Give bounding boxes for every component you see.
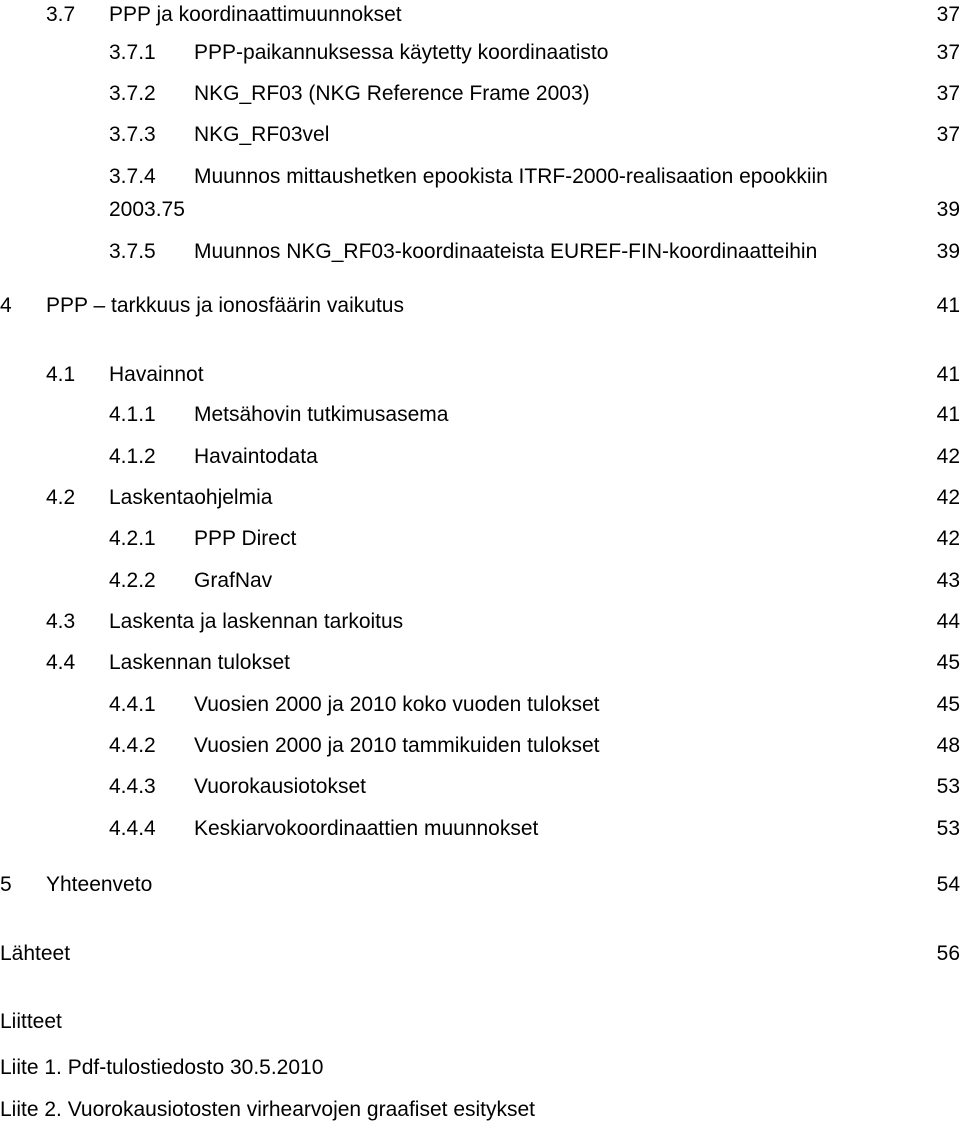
toc-entry-4-1	[0, 360, 960, 390]
section-number: 4.2.1	[109, 527, 156, 550]
toc-entry-3-7	[0, 0, 960, 30]
section-title: Muunnos NKG_RF03-koordinaateista EUREF-FIN-koordinaatteihin	[194, 240, 818, 263]
page-number: 42	[936, 486, 960, 509]
section-title: Havainnot	[109, 363, 204, 386]
section-number: 3.7.2	[109, 82, 156, 105]
section-title: Laskentaohjelmia	[109, 486, 273, 509]
section-title: Lähteet	[0, 942, 71, 965]
toc-entry-lahteet	[0, 939, 960, 969]
toc-entry-liite-1	[0, 1053, 960, 1083]
section-title: Keskiarvokoordinaattien muunnokset	[194, 817, 539, 840]
toc-entry-3-7-2	[0, 79, 960, 109]
section-title: Laskennan tulokset	[109, 651, 290, 674]
section-title: PPP ja koordinaattimuunnokset	[109, 3, 402, 26]
toc-entry-4-2-2	[0, 566, 960, 596]
section-number: 4.2	[46, 486, 76, 509]
section-title: Vuorokausiotokset	[194, 775, 366, 798]
section-number: 3.7.4	[109, 165, 156, 188]
section-title: Liitteet	[0, 1010, 62, 1033]
toc-entry-3-7-4-continuation	[0, 195, 960, 225]
page-number: 42	[936, 527, 960, 550]
section-title: PPP – tarkkuus ja ionosfäärin vaikutus	[46, 294, 404, 317]
section-number: 4.1.2	[109, 445, 156, 468]
section-title: NKG_RF03vel	[194, 123, 330, 146]
section-number: 3.7.1	[109, 41, 156, 64]
section-title-continuation: 2003.75	[109, 198, 185, 221]
toc-entry-4	[0, 291, 960, 321]
section-number: 4.3	[46, 610, 76, 633]
toc-entry-4-4	[0, 648, 960, 678]
appendix-title: Liite 2. Vuorokausiotosten virhearvojen graafiset esitykset	[0, 1098, 536, 1121]
appendix-title: Liite 1. Pdf-tulostiedosto 30.5.2010	[0, 1056, 324, 1079]
section-title: Havaintodata	[194, 445, 318, 468]
section-title: PPP Direct	[194, 527, 297, 550]
section-title: Yhteenveto	[46, 873, 153, 896]
toc-entry-liitteet	[0, 1007, 960, 1037]
page-number: 48	[936, 734, 960, 757]
page-number: 44	[936, 610, 960, 633]
section-number: 4.4.1	[109, 693, 156, 716]
page-number: 45	[936, 651, 960, 674]
section-number: 5	[0, 873, 12, 896]
page-number: 37	[936, 3, 960, 26]
page-number: 41	[936, 294, 960, 317]
toc-entry-3-7-4	[0, 162, 960, 192]
page-number: 37	[936, 123, 960, 146]
page-number: 43	[936, 569, 960, 592]
page-number: 39	[936, 198, 960, 221]
toc-entry-3-7-1	[0, 38, 960, 68]
section-title: NKG_RF03 (NKG Reference Frame 2003)	[194, 82, 590, 105]
section-number: 4.4.4	[109, 817, 156, 840]
toc-entry-4-4-4	[0, 814, 960, 844]
section-number: 4.1.1	[109, 403, 156, 426]
section-number: 4.4.3	[109, 775, 156, 798]
page-number: 45	[936, 693, 960, 716]
page-number: 53	[936, 775, 960, 798]
page-number: 42	[936, 445, 960, 468]
page-number: 56	[936, 942, 960, 965]
page-number: 41	[936, 363, 960, 386]
page-number: 54	[936, 873, 960, 896]
page-number: 41	[936, 403, 960, 426]
section-title: Vuosien 2000 ja 2010 koko vuoden tulokset	[194, 693, 600, 716]
toc-entry-3-7-5	[0, 237, 960, 267]
section-title: PPP-paikannuksessa käytetty koordinaatisto	[194, 41, 609, 64]
toc-entry-4-4-2	[0, 731, 960, 761]
page-number: 37	[936, 82, 960, 105]
section-number: 4.2.2	[109, 569, 156, 592]
toc-entry-3-7-3	[0, 120, 960, 150]
section-number: 3.7.3	[109, 123, 156, 146]
page-number: 37	[936, 41, 960, 64]
toc-entry-5	[0, 870, 960, 900]
section-number: 4.4.2	[109, 734, 156, 757]
toc-entry-4-4-1	[0, 690, 960, 720]
toc-entry-4-2-1	[0, 524, 960, 554]
toc-entry-4-3	[0, 607, 960, 637]
section-number: 4	[0, 294, 12, 317]
section-number: 4.4	[46, 651, 76, 674]
toc-entry-liite-2	[0, 1095, 960, 1125]
section-number: 4.1	[46, 363, 76, 386]
section-title: Metsähovin tutkimusasema	[194, 403, 449, 426]
toc-entry-4-4-3	[0, 772, 960, 802]
section-number: 3.7.5	[109, 240, 156, 263]
page-number: 53	[936, 817, 960, 840]
section-title: Vuosien 2000 ja 2010 tammikuiden tulokset	[194, 734, 600, 757]
section-title: Muunnos mittaushetken epookista ITRF-2000-realisaation epookkiin	[194, 165, 828, 188]
toc-entry-4-1-1	[0, 400, 960, 430]
section-number: 3.7	[46, 3, 76, 26]
toc-entry-4-2	[0, 483, 960, 513]
page-number: 39	[936, 240, 960, 263]
toc-entry-4-1-2	[0, 442, 960, 472]
section-title: Laskenta ja laskennan tarkoitus	[109, 610, 404, 633]
section-title: GrafNav	[194, 569, 273, 592]
